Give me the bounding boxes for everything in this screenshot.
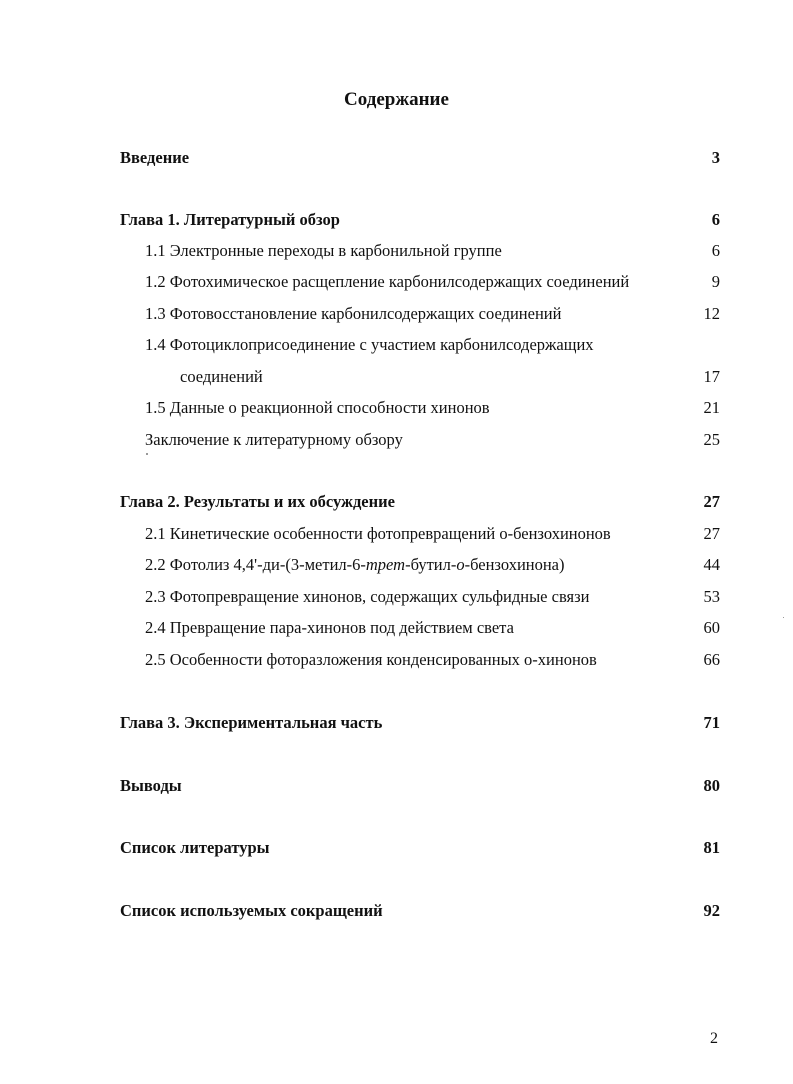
toc-page: 21: [703, 398, 720, 417]
toc-label-italic: трет: [365, 555, 406, 574]
toc-label: Заключение к литературному обзору: [145, 430, 403, 449]
toc-label: 1.3 Фотовосстановление карбонилсодержащих соединений: [145, 304, 562, 323]
scan-speck: [146, 453, 148, 455]
toc-page: 12: [703, 304, 720, 323]
scan-speck: [783, 617, 784, 618]
toc-label: [145, 554, 565, 576]
toc-entry-chapter-3: [0, 712, 793, 734]
toc-entry-chapter-1: [0, 209, 793, 231]
toc-label: 1.4 Фотоциклоприсоединение с участием карбонилсодержащих: [145, 335, 594, 354]
toc-label: 1.5 Данные о реакционной способности хинонов: [145, 398, 490, 417]
toc-entry-abbreviations: [0, 900, 793, 922]
toc-page: 6: [711, 241, 720, 260]
toc-label: Список литературы: [120, 838, 270, 857]
toc-entry-conclusions: [0, 775, 793, 797]
toc-page: 92: [703, 901, 720, 920]
toc-page: 17: [703, 367, 720, 386]
toc-label: Глава 1. Литературный обзор: [120, 210, 340, 229]
toc-label: соединений: [180, 367, 263, 386]
toc-entry-2-2: [0, 554, 793, 576]
toc-entry-conclusion-review: [0, 429, 793, 451]
toc-page: 60: [703, 618, 720, 637]
toc-label: Глава 2. Результаты и их обсуждение: [120, 492, 395, 511]
toc-label: 1.1 Электронные переходы в карбонильной группе: [145, 241, 502, 260]
toc-entry-1-1: [0, 240, 793, 262]
toc-label-part: -бутил-: [405, 555, 457, 574]
page-number: 2: [710, 1030, 718, 1047]
toc-entry-introduction: [0, 147, 793, 169]
toc-label: 2.5 Особенности фоторазложения конденсированных о-хинонов: [145, 650, 597, 669]
toc-entry-2-1: [0, 523, 793, 545]
toc-label-part: 2.2 Фотолиз 4,4'-ди-(3-метил-6-: [145, 555, 366, 574]
toc-entry-1-4: [0, 334, 793, 356]
toc-page: 80: [703, 776, 720, 795]
toc-page: 3: [711, 148, 720, 167]
toc-label-italic: о: [456, 555, 465, 574]
toc-page: 44: [703, 555, 720, 574]
toc-entry-2-4: [0, 617, 793, 639]
toc-label: 2.3 Фотопревращение хинонов, содержащих сульфидные связи: [145, 587, 590, 606]
toc-label: Глава 3. Экспериментальная часть: [120, 713, 383, 732]
toc-entry-2-5: [0, 649, 793, 671]
toc-entry-2-3: [0, 586, 793, 608]
toc-label: Список используемых сокращений: [120, 901, 383, 920]
toc-label: 1.2 Фотохимическое расщепление карбонилсодержащих соединений: [145, 272, 630, 291]
toc-page: 27: [703, 524, 720, 543]
page-title: Содержание: [344, 89, 449, 110]
toc-label: Выводы: [120, 776, 182, 795]
toc-page: 9: [711, 272, 720, 291]
toc-page: 71: [703, 713, 720, 732]
toc-label: 2.1 Кинетические особенности фотопревращений о-бензохинонов: [145, 524, 611, 543]
toc-label: Введение: [120, 148, 190, 167]
toc-entry-1-4-continued: [0, 366, 793, 388]
toc-entry-1-3: [0, 303, 793, 325]
toc-page: 27: [703, 492, 720, 511]
toc-page: 6: [711, 210, 720, 229]
toc-label-part: -бензохинона): [464, 555, 565, 574]
toc-entry-chapter-2: [0, 491, 793, 513]
toc-label: 2.4 Превращение пара-хинонов под действием света: [145, 618, 514, 637]
toc-page: 81: [703, 838, 720, 857]
toc-entry-references: [0, 837, 793, 859]
toc-page: 66: [703, 650, 720, 669]
toc-entry-1-5: [0, 397, 793, 419]
toc-page: 25: [703, 430, 720, 449]
toc-page: 53: [703, 587, 720, 606]
toc-entry-1-2: [0, 271, 793, 293]
